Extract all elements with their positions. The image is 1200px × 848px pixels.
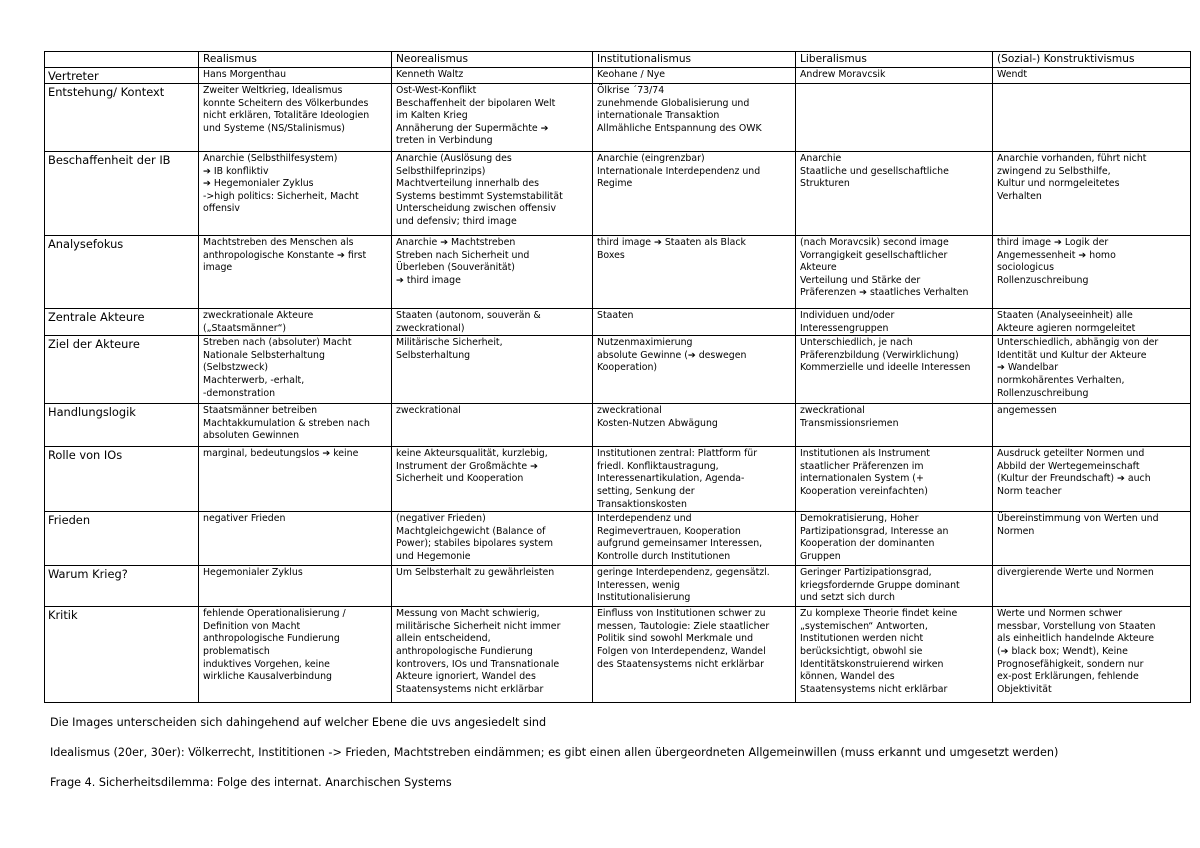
table-cell — [796, 236, 993, 309]
cell-line: kontrovers, IOs und Transnationale — [396, 658, 560, 670]
cell-line: (Kultur der Freundschaft) ➔ auch — [997, 473, 1151, 485]
cell-line: image — [203, 262, 233, 274]
cell-line: zweckrational) — [396, 322, 465, 334]
cell-line: ➔ third image — [396, 274, 461, 286]
cell-line: Kooperation vereinfachten) — [800, 485, 928, 497]
cell-line: (➔ black box; Wendt), Keine — [997, 645, 1128, 657]
cell-line: Kontrolle durch Institutionen — [597, 550, 731, 562]
table-cell — [993, 152, 1191, 236]
cell-line: Streben nach Sicherheit und — [396, 249, 530, 261]
cell-line: Interessen, wenig — [597, 579, 680, 591]
cell-line: Zu komplexe Theorie findet keine — [800, 608, 958, 620]
table-cell — [199, 512, 392, 566]
cell-line: Staatensystems nicht erklärbar — [396, 683, 544, 695]
table-cell — [392, 336, 593, 404]
table-cell — [199, 309, 392, 336]
table-cell — [796, 512, 993, 566]
cell-line: und Hegemonie — [396, 550, 471, 562]
cell-line: Angemessenheit ➔ homo — [997, 249, 1116, 261]
table-cell — [993, 68, 1191, 84]
table-cell — [593, 236, 796, 309]
table-cell — [199, 84, 392, 152]
table-cell — [796, 566, 993, 607]
cell-line: zunehmende Globalisierung und — [597, 97, 750, 109]
cell-line: Präferenzbildung (Verwirklichung) — [800, 349, 959, 361]
cell-line: Definition von Macht — [203, 620, 301, 632]
table-cell — [392, 309, 593, 336]
cell-line: Transaktionskosten — [597, 498, 687, 510]
cell-line: Staatliche und gesellschaftliche — [800, 165, 949, 177]
table-cell — [392, 236, 593, 309]
header-cell: Liberalismus — [796, 52, 993, 68]
cell-line: setting, Senkung der — [597, 485, 695, 497]
table-cell — [593, 512, 796, 566]
cell-line: Machtgleichgewicht (Balance of — [396, 525, 546, 537]
table-cell — [593, 336, 796, 404]
cell-line: Nutzenmaximierung — [597, 337, 693, 349]
cell-line: zweckrationale Akteure — [203, 310, 314, 321]
cell-line: Kenneth Waltz — [396, 69, 464, 80]
cell-line: Anarchie — [800, 153, 842, 164]
header-cell: Institutionalismus — [593, 52, 796, 68]
theory-comparison-table — [44, 51, 1191, 703]
cell-line: Selbsthilfeprinzips) — [396, 165, 486, 177]
cell-line: Boxes — [597, 249, 625, 261]
table-row — [45, 512, 1191, 566]
cell-line: normkohärentes Verhalten, — [997, 374, 1125, 386]
cell-line: Beschaffenheit der bipolaren Welt — [396, 97, 556, 109]
cell-line: Ausdruck geteilter Normen und — [997, 448, 1145, 460]
cell-line: Staaten — [597, 310, 634, 321]
cell-line: Wendt — [997, 69, 1028, 80]
cell-line: Staaten (Analyseeinheit) alle — [997, 310, 1133, 321]
table-cell — [199, 152, 392, 236]
cell-line: marginal, bedeutungslos ➔ keine — [203, 448, 359, 460]
cell-line: Keohane / Nye — [597, 69, 666, 80]
cell-line: ->high politics: Sicherheit, Macht — [203, 190, 359, 202]
table-cell — [796, 607, 993, 703]
table-cell — [199, 447, 392, 512]
notes-section — [50, 716, 1058, 806]
table-cell — [593, 152, 796, 236]
cell-line: Regimevertrauen, Kooperation — [597, 525, 741, 537]
table-cell — [593, 68, 796, 84]
cell-line: zweckrational — [597, 405, 662, 417]
table-cell — [392, 404, 593, 447]
cell-line: Individuen und/oder — [800, 310, 895, 321]
table-cell — [392, 607, 593, 703]
cell-line: Kooperation) — [597, 362, 658, 374]
cell-line: Rollenzuschreibung — [997, 274, 1089, 286]
cell-line: und defensiv; third image — [396, 215, 517, 227]
cell-line: treten in Verbindung — [396, 135, 493, 147]
cell-line: Rollenzuschreibung — [997, 387, 1089, 399]
note-idealismus: Idealismus (20er, 30er): Völkerrecht, Instititionen -> Frieden, Machtstreben eindämmen; es gibt einen allen übergeordneten Allgemeinwillen (muss erkannt und umgesetzt werden) — [50, 746, 1059, 759]
cell-line: Anarchie (eingrenzbar) — [597, 153, 705, 164]
table-body — [45, 52, 1191, 703]
cell-line: wirkliche Kausalverbindung — [203, 671, 332, 683]
cell-line: Kommerzielle und ideelle Interessen — [800, 362, 971, 374]
cell-line: third image ➔ Staaten als Black — [597, 237, 746, 248]
cell-line: Institutionen werden nicht — [800, 633, 924, 645]
row-label: Rolle von IOs — [45, 447, 199, 512]
cell-line: Präferenzen ➔ staatliches Verhalten — [800, 287, 969, 299]
table-cell — [993, 236, 1191, 309]
row-label: Warum Krieg? — [45, 566, 199, 607]
table-row — [45, 309, 1191, 336]
note-frage-4: Frage 4. Sicherheitsdilemma: Folge des internat. Anarchischen Systems — [50, 776, 452, 789]
cell-line: Andrew Moravcsik — [800, 69, 886, 80]
cell-line: Abbild der Wertegemeinschaft — [997, 460, 1140, 472]
table-row — [45, 607, 1191, 703]
theory-comparison-sheet — [44, 51, 1190, 703]
cell-line: Systems bestimmt Systemstabilität — [396, 190, 563, 202]
cell-line: Akteure ignoriert, Wandel des — [396, 671, 536, 683]
table-cell — [392, 447, 593, 512]
cell-line: Anarchie (Auslösung des — [396, 153, 512, 164]
cell-line: Interessenartikulation, Agenda- — [597, 473, 745, 485]
table-cell — [993, 336, 1191, 404]
cell-line: Politik sind sowohl Merkmale und — [597, 633, 754, 645]
table-row — [45, 336, 1191, 404]
cell-line: negativer Frieden — [203, 513, 286, 525]
cell-line: und Systeme (NS/Stalinismus) — [203, 122, 345, 134]
cell-line: Annäherung der Supermächte ➔ — [396, 122, 549, 134]
header-cell: Neorealismus — [392, 52, 593, 68]
table-cell — [993, 607, 1191, 703]
cell-line: Objektivität — [997, 683, 1052, 695]
cell-line: Allmähliche Entspannung des OWK — [597, 122, 762, 134]
note-images: Die Images unterscheiden sich dahingehend auf welcher Ebene die uvs angesiedelt sind — [50, 716, 547, 729]
table-cell — [993, 566, 1191, 607]
header-corner-cell — [45, 52, 199, 68]
table-row — [45, 152, 1191, 236]
cell-line: kriegsfordernde Gruppe dominant — [800, 579, 960, 591]
cell-line: keine Akteursqualität, kurzlebig, — [396, 448, 548, 460]
cell-line: Folgen von Interdependenz, Wandel — [597, 645, 766, 657]
cell-line: Werte und Normen schwer — [997, 608, 1123, 620]
table-cell — [796, 404, 993, 447]
cell-line: Anarchie vorhanden, führt nicht — [997, 153, 1147, 164]
table-cell — [392, 512, 593, 566]
cell-line: Messung von Macht schwierig, — [396, 608, 540, 620]
cell-line: sociologicus — [997, 262, 1054, 274]
cell-line: -demonstration — [203, 387, 276, 399]
row-label: Frieden — [45, 512, 199, 566]
cell-line: Hans Morgenthau — [203, 69, 287, 80]
table-cell — [593, 566, 796, 607]
cell-line: „systemischen“ Antworten, — [800, 620, 928, 632]
cell-line: (negativer Frieden) — [396, 513, 486, 525]
cell-line: Sicherheit und Kooperation — [396, 473, 524, 485]
table-cell — [199, 607, 392, 703]
table-cell — [392, 84, 593, 152]
table-cell — [993, 512, 1191, 566]
cell-line: Unterscheidung zwischen offensiv — [396, 203, 557, 215]
cell-line: und setzt sich durch — [800, 592, 895, 604]
cell-line: Strukturen — [800, 178, 850, 190]
cell-line: Selbsterhaltung — [396, 349, 471, 361]
cell-line: Akteure agieren normgeleitet — [997, 322, 1136, 334]
cell-line: zweckrational — [396, 405, 461, 417]
cell-line: Staaten (autonom, souverän & — [396, 310, 541, 321]
row-label: Zentrale Akteure — [45, 309, 199, 336]
cell-line: nicht erklären, Totalitäre Ideologien — [203, 110, 370, 122]
cell-line: Unterschiedlich, abhängig von der — [997, 337, 1159, 349]
cell-line: zwingend zu Selbsthilfe, — [997, 165, 1111, 177]
table-cell — [593, 447, 796, 512]
table-cell — [993, 309, 1191, 336]
cell-line: Kooperation der dominanten — [800, 538, 935, 550]
cell-line: internationalen System (+ — [800, 473, 924, 485]
cell-line: Interessengruppen — [800, 322, 889, 334]
table-cell — [199, 68, 392, 84]
row-label: Beschaffenheit der IB — [45, 152, 199, 236]
table-cell — [199, 336, 392, 404]
table-cell — [593, 404, 796, 447]
cell-line: (nach Moravcsik) second image — [800, 237, 949, 248]
cell-line: Interdependenz und — [597, 513, 692, 525]
cell-line: absolute Gewinne (➔ deswegen — [597, 349, 747, 361]
row-label: Kritik — [45, 607, 199, 703]
cell-line: Verteilung und Stärke der — [800, 274, 921, 286]
cell-line: messen, Tautologie: Ziele staatlicher — [597, 620, 770, 632]
cell-line: allein entscheidend, — [396, 633, 491, 645]
cell-line: Streben nach (absoluter) Macht — [203, 337, 352, 349]
cell-line: Normen — [997, 525, 1035, 537]
table-row — [45, 566, 1191, 607]
cell-line: third image ➔ Logik der — [997, 237, 1109, 248]
cell-line: Instrument der Großmächte ➔ — [396, 460, 538, 472]
cell-line: Internationale Interdependenz und — [597, 165, 761, 177]
cell-line: Machtakkumulation & streben nach — [203, 417, 370, 429]
cell-line: ➔ IB konfliktiv — [203, 165, 269, 177]
table-cell — [199, 236, 392, 309]
cell-line: geringe Interdependenz, gegensätzl. — [597, 567, 770, 579]
table-row — [45, 84, 1191, 152]
table-cell — [392, 68, 593, 84]
cell-line: Machtverteilung innerhalb des — [396, 178, 540, 190]
cell-line: Anarchie (Selbsthilfesystem) — [203, 153, 338, 164]
cell-line: Machterwerb, -erhalt, — [203, 374, 305, 386]
row-label: Vertreter — [45, 68, 199, 84]
cell-line: Akteure — [800, 262, 837, 274]
cell-line: Institutionalisierung — [597, 592, 691, 604]
cell-line: Kultur und normgeleitetes — [997, 178, 1120, 190]
cell-line: des Staatensystems nicht erklärbar — [597, 658, 764, 670]
cell-line: Überleben (Souveränität) — [396, 262, 515, 274]
cell-line: internationale Transaktion — [597, 110, 720, 122]
cell-line: anthropologische Fundierung — [396, 645, 533, 657]
cell-line: militärische Sicherheit nicht immer — [396, 620, 561, 632]
cell-line: Hegemonialer Zyklus — [203, 567, 303, 579]
cell-line: messbar, Vorstellung von Staaten — [997, 620, 1156, 632]
table-cell — [796, 309, 993, 336]
cell-line: anthropologische Fundierung — [203, 633, 340, 645]
cell-line: zweckrational — [800, 405, 865, 417]
table-cell — [796, 68, 993, 84]
cell-line: problematisch — [203, 645, 270, 657]
cell-line: Prognosefähigkeit, sondern nur — [997, 658, 1144, 670]
cell-line: Machtstreben des Menschen als — [203, 237, 354, 248]
cell-line: ex-post Erklärungen, fehlende — [997, 671, 1139, 683]
cell-line: Kosten-Nutzen Abwägung — [597, 417, 718, 429]
cell-line: Militärische Sicherheit, — [396, 337, 503, 349]
cell-line: Verhalten — [997, 190, 1042, 202]
row-label: Handlungslogik — [45, 404, 199, 447]
cell-line: ➔ Wandelbar — [997, 362, 1059, 374]
cell-line: Identität und Kultur der Akteure — [997, 349, 1147, 361]
cell-line: Gruppen — [800, 550, 841, 562]
cell-line: friedl. Konfliktaustragung, — [597, 460, 719, 472]
cell-line: divergierende Werte und Normen — [997, 567, 1154, 579]
cell-line: Zweiter Weltkrieg, Idealismus — [203, 85, 343, 96]
cell-line: staatlicher Präferenzen im — [800, 460, 924, 472]
cell-line: anthropologische Konstante ➔ first — [203, 249, 367, 261]
table-cell — [993, 84, 1191, 152]
row-label: Entstehung/ Kontext — [45, 84, 199, 152]
cell-line: Übereinstimmung von Werten und — [997, 513, 1159, 525]
table-cell — [199, 404, 392, 447]
table-row — [45, 447, 1191, 512]
table-cell — [199, 566, 392, 607]
cell-line: offensiv — [203, 203, 240, 215]
cell-line: Unterschiedlich, je nach — [800, 337, 913, 349]
cell-line: absoluten Gewinnen — [203, 430, 300, 442]
cell-line: können, Wandel des — [800, 671, 895, 683]
cell-line: Nationale Selbsterhaltung — [203, 349, 325, 361]
cell-line: im Kalten Krieg — [396, 110, 468, 122]
cell-line: Anarchie ➔ Machtstreben — [396, 237, 516, 248]
cell-line: Ost-West-Konflikt — [396, 85, 477, 96]
cell-line: als einheitlich handelnde Akteure — [997, 633, 1155, 645]
cell-line: Identitätskonstruierend wirken — [800, 658, 944, 670]
cell-line: Partizipationsgrad, Interesse an — [800, 525, 949, 537]
cell-line: Demokratisierung, Hoher — [800, 513, 919, 525]
table-cell — [593, 607, 796, 703]
cell-line: Vorrangigkeit gesellschaftlicher — [800, 249, 948, 261]
cell-line: („Staatsmänner“) — [203, 322, 287, 334]
cell-line: berücksichtigt, obwohl sie — [800, 645, 923, 657]
table-cell — [392, 566, 593, 607]
table-row — [45, 236, 1191, 309]
header-cell: (Sozial-) Konstruktivismus — [993, 52, 1191, 68]
cell-line: Institutionen zentral: Plattform für — [597, 448, 758, 460]
table-cell — [993, 447, 1191, 512]
table-row — [45, 68, 1191, 84]
table-row — [45, 404, 1191, 447]
table-cell — [796, 447, 993, 512]
table-header-row — [45, 52, 1191, 68]
cell-line: Power); stabiles bipolares system — [396, 538, 554, 550]
cell-line: konnte Scheitern des Völkerbundes — [203, 97, 369, 109]
cell-line: Regime — [597, 178, 633, 190]
table-cell — [593, 84, 796, 152]
cell-line: aufgrund gemeinsamer Interessen, — [597, 538, 763, 550]
cell-line: Transmissionsriemen — [800, 417, 899, 429]
cell-line: Staatensystems nicht erklärbar — [800, 683, 948, 695]
header-cell: Realismus — [199, 52, 392, 68]
cell-line: fehlende Operationalisierung / — [203, 608, 346, 620]
table-cell — [593, 309, 796, 336]
cell-line: Staatsmänner betreiben — [203, 405, 318, 417]
cell-line: angemessen — [997, 405, 1057, 417]
cell-line: Ölkrise ´73/74 — [597, 85, 665, 96]
cell-line: Institutionen als Instrument — [800, 448, 930, 460]
row-label: Ziel der Akteure — [45, 336, 199, 404]
cell-line: ➔ Hegemonialer Zyklus — [203, 178, 314, 190]
row-label: Analysefokus — [45, 236, 199, 309]
table-cell — [796, 84, 993, 152]
table-cell — [993, 404, 1191, 447]
cell-line: Um Selbsterhalt zu gewährleisten — [396, 567, 555, 579]
table-cell — [796, 152, 993, 236]
cell-line: induktives Vorgehen, keine — [203, 658, 330, 670]
cell-line: Geringer Partizipationsgrad, — [800, 567, 932, 579]
table-cell — [392, 152, 593, 236]
cell-line: (Selbstzweck) — [203, 362, 269, 374]
table-cell — [796, 336, 993, 404]
cell-line: Norm teacher — [997, 485, 1062, 497]
cell-line: Einfluss von Institutionen schwer zu — [597, 608, 766, 620]
